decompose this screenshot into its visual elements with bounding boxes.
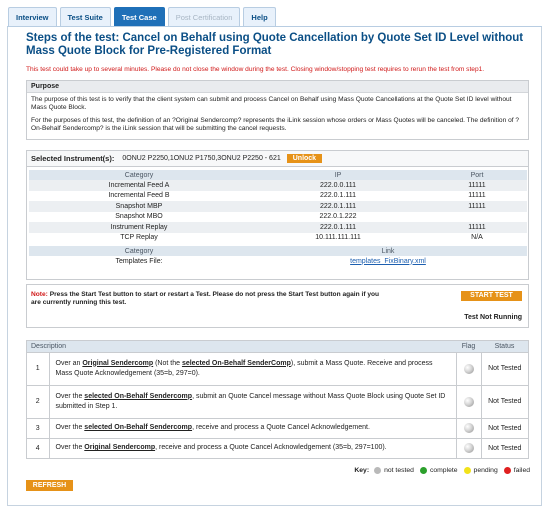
step-row [27,418,528,438]
table-cell: 222.0.1.222 [319,213,357,221]
step-status: Not Tested [481,418,528,438]
tab-interview[interactable]: Interview [8,7,57,27]
step-description: Over the Original Sendercomp, receive and process a Quote Cancel Acknowledgement (35=b, 297=100). [49,438,456,458]
feeds-table [29,170,527,243]
step-description: Over an Original Sendercomp (Not the selected On-Behalf SenderComp), submit a Mass Quote. Receive and process Mass Quote Acknowledgement (35=b, 297=0). [49,352,456,385]
purpose-paragraph-1: The purpose of this test is to verify that the client system can submit and process Cancel on Behalf using Mass Quote Cancellations at the Quote Set ID level without Mass Quote Block. [31,96,512,111]
column-header: Status [481,341,528,352]
tab-bar [8,7,276,27]
table-cell [427,212,527,223]
table-cell: 10.111.111.111 [315,234,361,242]
table-cell: N/A [471,234,483,242]
step-number: 3 [27,418,49,438]
instrument-header [27,151,528,167]
tab-test-suite[interactable]: Test Suite [60,7,111,27]
column-header: Port [427,170,527,180]
start-test-button[interactable]: START TEST [461,291,522,301]
page-title: Steps of the test: Cancel on Behalf using Quote Cancellation by Quote Set ID Level without Mass Quote Block for Pre-Registered Format [26,32,524,57]
key-item-label: pending [473,467,498,474]
step-number: 4 [27,438,49,458]
table-cell: Instrument Replay [29,222,249,233]
table-cell: Incremental Feed B [108,192,170,200]
table-cell: 11111 [427,201,527,212]
table-cell: Snapshot MBP [29,201,249,212]
instrument-value: 0ONU2 P2250,1ONU2 P1750,3ONU2 P2250 - 621 [122,155,281,162]
refresh-button[interactable]: REFRESH [26,480,73,491]
step-row [27,385,528,418]
column-header: Description [27,341,456,352]
key-item-label: not tested [384,467,414,474]
table-row [29,191,527,202]
flag-cell [456,418,481,438]
table-cell: 222.0.1.111 [249,201,427,212]
step-status: Not Tested [481,352,528,385]
step-status: Not Tested [481,385,528,418]
table-row [29,233,527,244]
not-tested-flag-icon [464,423,474,433]
table-cell: Incremental Feed A [29,180,249,191]
table-row [29,256,527,267]
pending-dot-icon [464,467,471,474]
table-cell: 222.0.1.111 [320,192,356,200]
key-item-label: complete [429,467,458,474]
start-test-panel [26,284,529,328]
note-text: Press the Start Test button to start or restart a Test. Please do not press the Start Test button again if you are currently running this test. [31,291,380,306]
templates-link[interactable]: templates_FixBinary.xml [350,257,426,265]
step-row [27,352,528,385]
table-cell: 11111 [427,180,527,191]
test-status: Test Not Running [464,314,522,321]
templates-table [29,246,527,267]
tab-test-case[interactable]: Test Case [114,7,165,27]
table-cell: TCP Replay [120,234,158,242]
step-number: 1 [27,352,49,385]
start-note [31,291,381,307]
note-prefix: Note: [31,291,48,298]
step-row [27,438,528,458]
table-row [29,201,527,212]
instrument-panel [26,150,529,280]
not-tested-flag-icon [464,443,474,453]
column-header: IP [249,170,427,180]
unlock-button[interactable]: Unlock [287,154,322,163]
complete-dot-icon [420,467,427,474]
table-cell: 222.0.1.111 [249,222,427,233]
warning-text: This test could take up to several minutes. Please do not close the window during the test. Closing window/stopping test requires to rerun the test from step1. [26,66,485,73]
key-label: Key: [354,467,370,474]
flag-cell [456,352,481,385]
not-tested-dot-icon [374,467,381,474]
key-item-label: failed [513,467,530,474]
not-tested-flag-icon [464,364,474,374]
column-header: Category [29,170,249,180]
flag-cell [456,385,481,418]
column-header: Link [249,246,527,256]
purpose-panel [26,80,529,140]
table-cell: 11111 [427,222,527,233]
table-row [29,212,527,223]
flag-cell [456,438,481,458]
step-description: Over the selected On-Behalf Sendercomp, receive and process a Quote Cancel Acknowledgement. [49,418,456,438]
column-header: Category [29,246,249,256]
table-row [29,222,527,233]
templates-label: Templates File: [115,257,163,265]
table-cell: Snapshot MBO [115,213,163,221]
step-status: Not Tested [481,438,528,458]
step-description: Over the selected On-Behalf Sendercomp, submit an Quote Cancel message without Mass Quote Block using Quote Set ID submitted in Step 1. [49,385,456,418]
table-cell: 11111 [468,192,486,200]
step-number: 2 [27,385,49,418]
not-tested-flag-icon [464,397,474,407]
purpose-heading: Purpose [27,81,528,93]
failed-dot-icon [504,467,511,474]
purpose-paragraph-2: For the purposes of this test, the definition of an ?Original Sendercomp? represents the iLink session whose orders or Mass Quotes will be canceled. The definition of ?On-Behalf Sendercomp? is the iLink session that will be submitting the cancel requests. [31,117,520,132]
status-key [354,467,530,474]
table-row [29,180,527,191]
column-header: Flag [456,341,481,352]
instrument-label: Selected Instrument(s): [31,154,115,163]
table-cell: 222.0.0.111 [249,180,427,191]
tab-post-certification: Post Certification [168,7,241,27]
tab-help[interactable]: Help [243,7,275,27]
steps-table [26,340,529,459]
